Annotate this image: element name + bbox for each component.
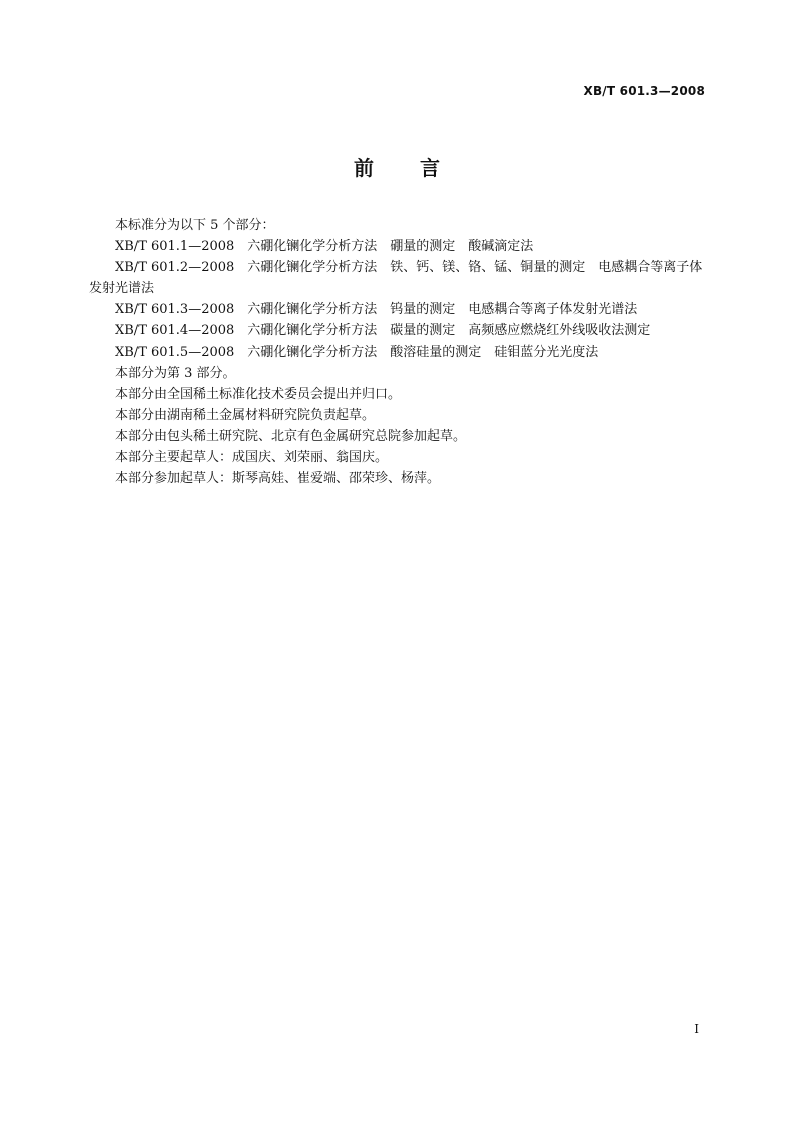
- paragraph-part-5: XB/T 601.5—2008 六硼化镧化学分析方法 酸溶硅量的测定 硅钼蓝分光光度法: [115, 344, 599, 360]
- paragraph-part-3: XB/T 601.3—2008 六硼化镧化学分析方法 钨量的测定 电感耦合等离子体发射光谱法: [115, 302, 638, 318]
- foreword-body: [89, 215, 705, 489]
- paragraph-part-2: XB/T 601.2—2008 六硼化镧化学分析方法 铁、钙、镁、铬、锰、铜量的测定 电感耦合等离子体发射光谱法: [89, 260, 703, 297]
- paragraph-drafted-by: 本部分由湖南稀土金属材料研究院负责起草。: [115, 407, 376, 423]
- paragraph-main-drafters: 本部分主要起草人：成国庆、刘荣丽、翁国庆。: [115, 450, 389, 466]
- page-number: I: [694, 1022, 699, 1036]
- paragraph-part-1: XB/T 601.1—2008 六硼化镧化学分析方法 硼量的测定 酸碱滴定法: [115, 239, 534, 255]
- title-char-2: 言: [420, 156, 440, 180]
- paragraph-other-drafters: 本部分参加起草人：斯琴高娃、崔爱端、邵荣珍、杨萍。: [115, 471, 441, 487]
- standard-code: XB/T 601.3—2008: [583, 84, 705, 98]
- paragraph-part-4: XB/T 601.4—2008 六硼化镧化学分析方法 碳量的测定 高频感应燃烧红外线吸收法测定: [115, 323, 651, 339]
- paragraph-proposed-by: 本部分由全国稀土标准化技术委员会提出并归口。: [115, 386, 402, 402]
- paragraph-participated: 本部分由包头稀土研究院、北京有色金属研究总院参加起草。: [115, 428, 467, 444]
- page-title: [0, 152, 794, 181]
- paragraph-this-part: 本部分为第 3 部分。: [115, 365, 236, 381]
- paragraph-intro: 本标准分为以下 5 个部分：: [115, 218, 275, 233]
- title-char-1: 前: [354, 156, 374, 180]
